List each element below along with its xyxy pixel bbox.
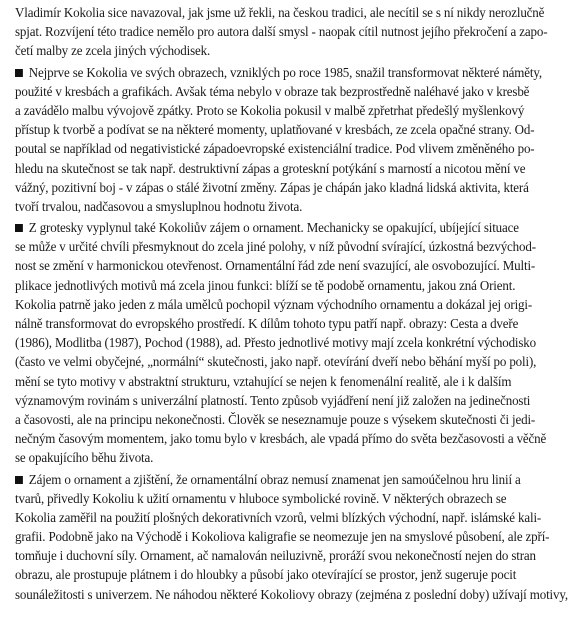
paragraph-2-line-4 [15,120,572,139]
line-text: a zavádělo malbu vývojově zpátky. Proto se Kokolia pokusil v malbě zpřetrhat předešlý myšlenkový [15,102,525,118]
paragraph-2-line-7 [15,178,572,197]
line-text: se opakujícího běhu života. [15,450,154,466]
line-text: tomňuje i duchovní síly. Ornament, ač namalován neiluzivně, proráží svou nekonečností nejen do stran [15,548,536,564]
paragraph-1-line-1 [15,3,572,22]
paragraph-1-line-3 [15,41,572,60]
line-text: Zájem o ornament a zjištění, že ornamentální obraz nemusí znamenat jen samoúčelnou hru linií a [28,471,521,487]
paragraph-4-line-2 [15,489,572,508]
article-body [15,3,580,604]
line-text: Vladimír Kokolia sice navazoval, jak jsme už řekli, na českou tradici, ale necítil se s ní nikdy nerozlučně [15,5,545,20]
paragraph-bullet-icon [15,224,23,232]
paragraph-4-line-3 [15,508,572,527]
paragraph-4-line-4 [15,527,572,546]
line-text: tvoří trvalou, nadčasovou a smysluplnou hodnotu života. [15,198,303,214]
paragraph-4-line-6 [15,565,572,584]
paragraph-3-line-13 [15,448,572,467]
paragraph-3-line-3 [15,256,572,275]
line-text: Kokolia zaměřil na použití plošných dekorativních vzorů, velmi blízkých východní, např. islámské kali- [15,509,542,525]
paragraph-3-line-1 [15,218,572,237]
paragraph-2-line-2 [15,82,572,101]
line-text: přístup k tvorbě a podívat se na některé momenty, uplatňované v kresbách, ze zcela opačné strany. Od- [15,122,535,138]
paragraph-3-line-9 [15,372,572,391]
line-text: obrazu, ale prostupuje plátnem i do hloubky a působí jako otevírající se prostor, jenž sugeruje pocit [15,567,517,583]
paragraph-3-line-12 [15,429,572,448]
paragraph-3-line-10 [15,391,572,410]
line-text: spjat. Rozvíjení této tradice nemělo pro autora další smysl - naopak cítil nutnost jejího překročení a zapo- [15,24,548,40]
line-text: sounáležitosti s univerzem. Ne náhodou některé Kokoliovy obrazy (zejména z poslední doby) užívají motivy, [15,586,568,602]
paragraph-1-line-2 [15,22,572,41]
line-text: mění se tyto motivy v abstraktní strukturu, vztahující se nejen k fenomenální realitě, ale i k dalším [15,373,512,389]
line-text: použité v kresbách a grafikách. Avšak téma nebylo v obraze tak bezprostředně naléhavé jako v kresbě [15,83,530,99]
paragraph-4-line-1 [15,470,572,489]
line-text: nost se změní v harmonickou otevřenost. Ornamentální řád zde není svazující, ale osvobozující. Multi- [15,258,536,274]
paragraph-2-line-6 [15,159,572,178]
line-text: plikace jednotlivých motivů má zcela jinou funkci: blíží se tě podobě ornamentu, jakou zná Orient. [15,277,516,293]
paragraph-bullet-icon [15,69,23,77]
paragraph-3-line-8 [15,352,572,371]
line-text: významovým rovinám s univerzální platností. Tento způsob vyjádření není již založen na jedinečnosti [15,392,531,408]
paragraph-2-line-3 [15,101,572,120]
line-text: Z grotesky vyplynul také Kokoliův zájem o ornament. Mechanicky se opakující, ubíjející situace [28,220,519,236]
line-text: poutal se například od negativistické západoevropské existenciální tradice. Pod vlivem změněného po- [15,141,535,157]
paragraph-3-line-4 [15,276,572,295]
line-text: vážný, pozitivní boj - v zápas o stálé životní změny. Zápas je chápán jako kladná lidská aktivita, která [15,179,529,195]
paragraph-4-line-7 [15,585,572,604]
paragraph-4-line-5 [15,546,572,565]
line-text: grafii. Podobně jako na Východě i Kokoliova kaligrafie se neomezuje jen na smyslové působení, ale zpří- [15,529,550,545]
paragraph-3-line-7 [15,333,572,352]
line-text: Nejprve se Kokolia ve svých obrazech, vzniklých po roce 1985, snažil transformovat některé náměty, [28,64,542,80]
paragraph-3-line-11 [15,410,572,429]
line-text: a časovosti, ale na principu nekonečnosti. Člověk se neseznamuje pouze s výsekem skutečnosti či jedi- [15,411,536,427]
paragraph-2-line-5 [15,139,572,158]
line-text: (často ve velmi obyčejné, „normální“ skutečnosti, jako např. otevírání dveří nebo běhání myší po poli), [15,354,537,370]
paragraph-bullet-icon [15,476,23,484]
line-text: hledu na skutečnost se tak např. destruktivní zápas a groteskní potýkání s marností a nicotou mění ve [15,160,526,176]
paragraph-3-line-2 [15,237,572,256]
paragraph-3-line-6 [15,314,572,333]
paragraph-2-line-8 [15,197,572,216]
line-text: četí malby ze zcela jiných východisek. [15,43,211,59]
paragraph-2-line-1 [15,63,572,82]
paragraph-3-line-5 [15,295,572,314]
line-text: se může v určité chvíli přesmyknout do zcela jiné polohy, v níž původní svírající, úzkostná bezvýchod- [15,239,536,255]
line-text: nálně transformovat do evropského prostředí. K dílům tohoto typu patří např. obrazy: Cesta a dveře [15,316,519,331]
line-text: tvarů, přivedly Kokoliu k užití ornamentu v hluboce symbolické rovině. V některých obrazech se [15,490,507,506]
line-text: nečným časovým momentem, jako tomu bylo v kresbách, ale vpadá přímo do světa bezčasovosti a věčně [15,431,547,447]
line-text: Kokolia patrně jako jeden z mála umělců pochopil význam východního ornamentu a dokázal jej origi- [15,296,533,312]
line-text: (1986), Modlitba (1987), Pochod (1988), ad. Přesto jednotlivé motivy mají zcela konkrétní východisko [15,335,537,351]
